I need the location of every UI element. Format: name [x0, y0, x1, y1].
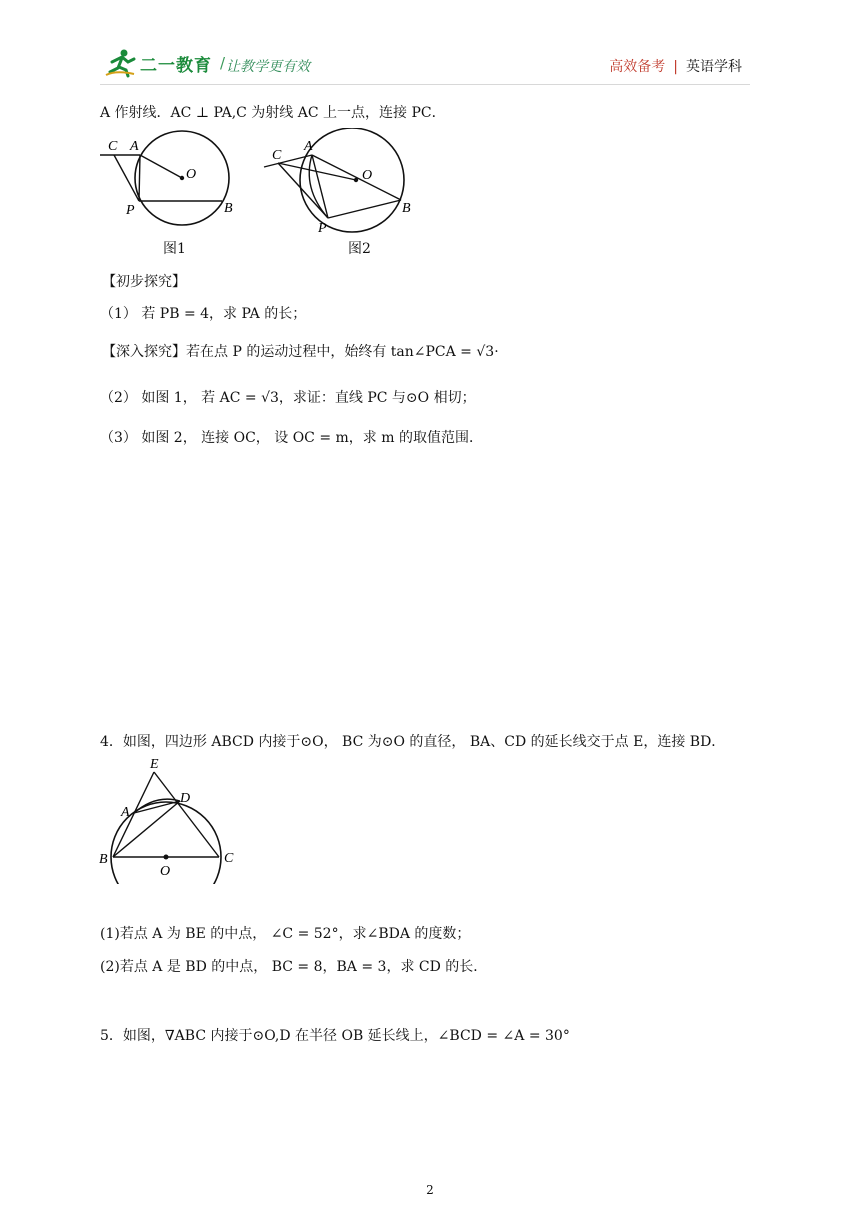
- header-separator: |: [673, 59, 678, 75]
- header-label-subject: 英语学科: [686, 59, 742, 75]
- fig3-label-O: O: [160, 864, 171, 879]
- fig1-caption: 图1: [163, 241, 186, 257]
- fig3-label-A: A: [121, 805, 130, 820]
- fig2-label-A: A: [304, 139, 313, 154]
- fig2-label-P: P: [318, 221, 327, 236]
- fig3-label-D: D: [180, 791, 191, 806]
- runner-logo-icon: [104, 48, 138, 78]
- q4-part1: (1)若点 A 为 BE 的中点， ∠C = 52°，求∠BDA 的度数；: [100, 926, 471, 942]
- q3-part2: （2） 如图 1， 若 AC = √3，求证：直线 PC 与⊙O 相切；: [100, 390, 476, 406]
- fig1-label-O: O: [186, 167, 197, 182]
- q3-section-deep: [102, 343, 499, 361]
- q4-stem: 4．如图，四边形 ABCD 内接于⊙O， BC 为⊙O 的直径， BA、CD 的延长线交于点 E，连接 BD．: [100, 734, 726, 750]
- header-divider: [100, 84, 750, 85]
- q3-section-initial: 【初步探究】: [102, 274, 186, 290]
- fig3-label-E: E: [150, 757, 159, 772]
- logo-text: 二一教育: [140, 56, 212, 76]
- fig2-label-B: B: [402, 201, 411, 216]
- header-slogan: 让教学更有效: [226, 59, 310, 75]
- q3-part1: （1） 若 PB = 4，求 PA 的长；: [100, 306, 307, 322]
- header-right: [609, 56, 742, 76]
- fig3-label-B: B: [99, 852, 108, 867]
- q3-intro: A 作射线．AC ⊥ PA,C 为射线 AC 上一点，连接 PC．: [100, 105, 446, 121]
- fig2-caption: 图2: [348, 241, 371, 257]
- fig1-label-P: P: [126, 203, 135, 218]
- q5-stem: 5．如图，∇ABC 内接于⊙O,D 在半径 OB 延长线上，∠BCD = ∠A = 30°: [100, 1028, 570, 1044]
- q4-part2: (2)若点 A 是 BD 的中点， BC = 8，BA = 3，求 CD 的长．: [100, 959, 488, 975]
- fig2-label-C: C: [272, 148, 282, 163]
- figure-2: [262, 128, 422, 238]
- figure-1: [96, 128, 246, 228]
- page-number: 2: [426, 1183, 434, 1197]
- header-slash: /: [220, 54, 226, 72]
- fig3-label-C: C: [224, 851, 234, 866]
- header-label-exam: 高效备考: [609, 59, 666, 75]
- fig2-label-O: O: [362, 168, 373, 183]
- q3-section-deep-label: 【深入探究】: [102, 344, 186, 360]
- logo: [104, 48, 224, 80]
- fig1-label-A: A: [130, 139, 139, 154]
- fig1-label-C: C: [108, 139, 118, 154]
- fig1-label-B: B: [224, 201, 233, 216]
- q3-section-deep-text: 若在点 P 的运动过程中，始终有 tan∠PCA = √3·: [186, 344, 499, 360]
- figure-3: [96, 754, 246, 884]
- q3-part3: （3） 如图 2， 连接 OC， 设 OC = m，求 m 的取值范围．: [100, 430, 483, 446]
